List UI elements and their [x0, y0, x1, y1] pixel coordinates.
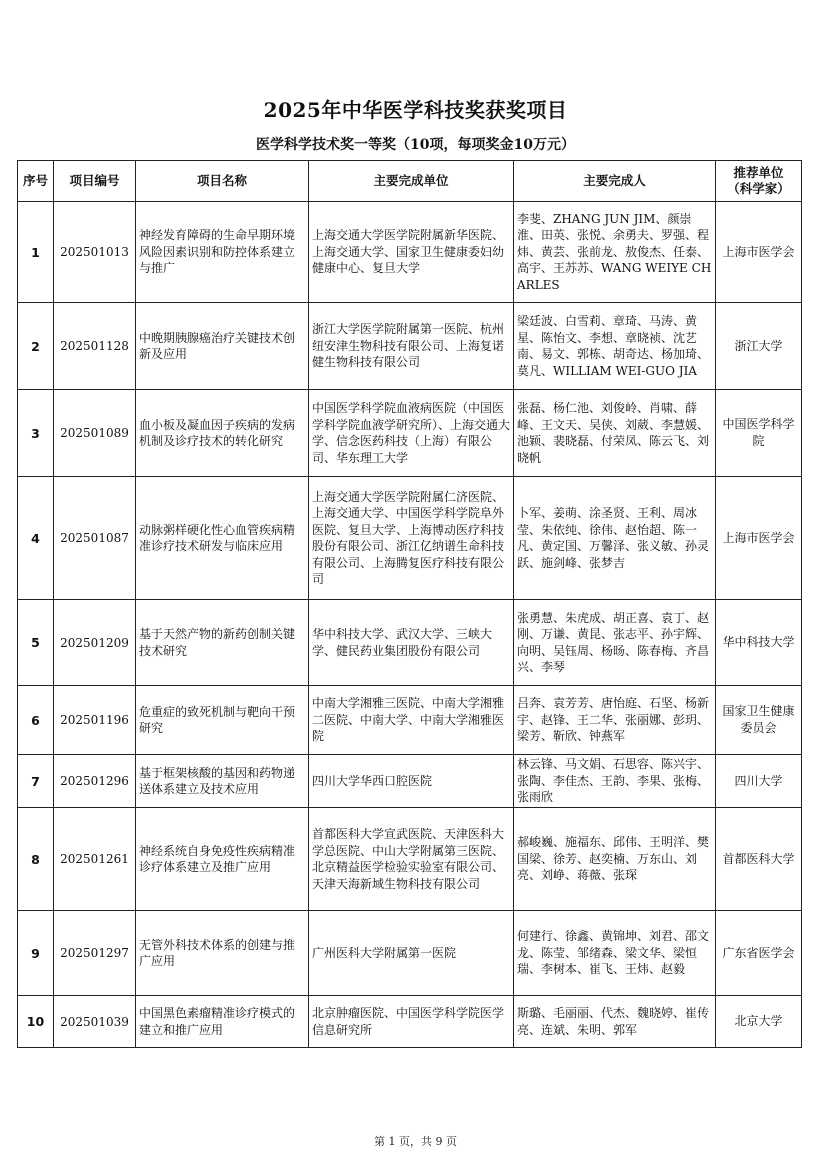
cell-code: 202501209 — [54, 600, 136, 686]
cell-code: 202501261 — [54, 808, 136, 911]
cell-recommender: 北京大学 — [716, 996, 802, 1048]
cell-name: 无管外科技术体系的创建与推广应用 — [136, 911, 309, 996]
cell-recommender: 上海市医学会 — [716, 477, 802, 600]
cell-persons: 林云锋、马文娟、石思容、陈兴宇、张陶、李佳杰、王韵、李果、张梅、张雨欣 — [514, 755, 716, 808]
table-row — [18, 911, 802, 996]
cell-seq: 4 — [18, 477, 54, 600]
cell-recommender: 首都医科大学 — [716, 808, 802, 911]
cell-seq: 7 — [18, 755, 54, 808]
cell-recommender: 中国医学科学院 — [716, 390, 802, 477]
cell-name: 动脉粥样硬化性心血管疾病精准诊疗技术研发与临床应用 — [136, 477, 309, 600]
cell-code: 202501296 — [54, 755, 136, 808]
cell-persons: 张磊、杨仁池、刘俊岭、肖啸、薛峰、王文天、吴侠、刘葳、李慧媛、池颖、裴晓磊、付荣凤、陈云飞、刘晓帆 — [514, 390, 716, 477]
cell-code: 202501039 — [54, 996, 136, 1048]
cell-units: 北京肿瘤医院、中国医学科学院医学信息研究所 — [309, 996, 514, 1048]
cell-code: 202501196 — [54, 686, 136, 755]
cell-units: 四川大学华西口腔医院 — [309, 755, 514, 808]
document-subtitle: 医学科学技术奖一等奖（10项，每项奖金10万元） — [256, 137, 575, 153]
cell-seq: 2 — [18, 303, 54, 390]
cell-name: 神经发育障碍的生命早期环境风险因素识别和防控体系建立与推广 — [136, 202, 309, 303]
cell-persons: 何建行、徐鑫、黄锦坤、刘君、邵文龙、陈莹、邹绪森、梁文华、梁恒瑞、李树本、崔飞、王炜、赵毅 — [514, 911, 716, 996]
cell-units: 首都医科大学宣武医院、天津医科大学总医院、中山大学附属第三医院、北京精益医学检验实验室有限公司、天津天海新域生物科技有限公司 — [309, 808, 514, 911]
cell-seq: 1 — [18, 202, 54, 303]
cell-name: 基于框架核酸的基因和药物递送体系建立及技术应用 — [136, 755, 309, 808]
table-row — [18, 303, 802, 390]
cell-seq: 6 — [18, 686, 54, 755]
cell-name: 神经系统自身免疫性疾病精准诊疗体系建立及推广应用 — [136, 808, 309, 911]
cell-code: 202501089 — [54, 390, 136, 477]
cell-name: 危重症的致死机制与靶向干预研究 — [136, 686, 309, 755]
cell-code: 202501013 — [54, 202, 136, 303]
header-code: 项目编号 — [54, 161, 136, 202]
cell-units: 中国医学科学院血液病医院（中国医学科学院血液学研究所）、上海交通大学、信念医药科技（上海）有限公司、华东理工大学 — [309, 390, 514, 477]
cell-recommender: 上海市医学会 — [716, 202, 802, 303]
document-title: 2025年中华医学科技奖获奖项目 — [263, 98, 568, 122]
header-units: 主要完成单位 — [309, 161, 514, 202]
cell-recommender: 国家卫生健康委员会 — [716, 686, 802, 755]
cell-units: 华中科技大学、武汉大学、三峡大学、健民药业集团股份有限公司 — [309, 600, 514, 686]
table-row — [18, 477, 802, 600]
table-row — [18, 202, 802, 303]
cell-seq: 9 — [18, 911, 54, 996]
cell-persons: 斯璐、毛丽丽、代杰、魏晓婷、崔传亮、连斌、朱明、郭军 — [514, 996, 716, 1048]
cell-seq: 10 — [18, 996, 54, 1048]
cell-name: 中国黑色素瘤精准诊疗模式的建立和推广应用 — [136, 996, 309, 1048]
table-row — [18, 686, 802, 755]
cell-persons: 吕奔、袁芳芳、唐怡庭、石坚、杨新宇、赵锋、王二华、张丽娜、彭玥、梁芳、靳欣、钟燕军 — [514, 686, 716, 755]
cell-persons: 郝峻巍、施福东、邱伟、王明洋、樊国梁、徐芳、赵奕楠、万东山、刘亮、刘峥、蒋薇、张琛 — [514, 808, 716, 911]
cell-code: 202501297 — [54, 911, 136, 996]
cell-units: 中南大学湘雅三医院、中南大学湘雅二医院、中南大学、中南大学湘雅医院 — [309, 686, 514, 755]
cell-units: 上海交通大学医学院附属新华医院、上海交通大学、国家卫生健康委妇幼健康中心、复旦大学 — [309, 202, 514, 303]
header-name: 项目名称 — [136, 161, 309, 202]
cell-persons: 张勇慧、朱虎成、胡正喜、袁丁、赵刚、万谦、黄昆、张志平、孙宇辉、向明、吴钰周、杨旸、陈春梅、齐昌兴、李琴 — [514, 600, 716, 686]
cell-seq: 8 — [18, 808, 54, 911]
table-row — [18, 808, 802, 911]
cell-units: 广州医科大学附属第一医院 — [309, 911, 514, 996]
header-recommender: 推荐单位 （科学家） — [716, 161, 802, 202]
table-row — [18, 996, 802, 1048]
table-row — [18, 600, 802, 686]
header-persons: 主要完成人 — [514, 161, 716, 202]
cell-units: 浙江大学医学院附属第一医院、杭州纽安津生物科技有限公司、上海复诺健生物科技有限公司 — [309, 303, 514, 390]
cell-recommender: 浙江大学 — [716, 303, 802, 390]
cell-recommender: 四川大学 — [716, 755, 802, 808]
page-footer: 第 1 页，共 9 页 — [374, 1135, 457, 1148]
cell-name: 中晚期胰腺癌治疗关键技术创新及应用 — [136, 303, 309, 390]
cell-units: 上海交通大学医学院附属仁济医院、上海交通大学、中国医学科学院阜外医院、复旦大学、上海博动医疗科技股份有限公司、浙江亿纳谱生命科技有限公司、上海腾复医疗科技有限公司 — [309, 477, 514, 600]
cell-recommender: 华中科技大学 — [716, 600, 802, 686]
cell-name: 血小板及凝血因子疾病的发病机制及诊疗技术的转化研究 — [136, 390, 309, 477]
cell-persons: 李斐、ZHANG JUN JIM、颜崇淮、田英、张悦、余勇夫、罗强、程炜、黄芸、张前龙、敖俊杰、任泰、高宇、王苏苏、WANG WEIYE CHARLES — [514, 202, 716, 303]
cell-code: 202501128 — [54, 303, 136, 390]
cell-recommender: 广东省医学会 — [716, 911, 802, 996]
cell-code: 202501087 — [54, 477, 136, 600]
cell-persons: 卜军、姜萌、涂圣贤、王利、周冰莹、朱依纯、徐伟、赵怡超、陈一凡、黄定国、万馨泽、张义敏、孙灵跃、施剑峰、张梦吉 — [514, 477, 716, 600]
table-row — [18, 390, 802, 477]
cell-persons: 梁廷波、白雪莉、章琦、马涛、黄星、陈怡文、李想、章晓祯、沈艺南、易文、郭栋、胡奇达、杨加琦、莫凡、WILLIAM WEI-GUO JIA — [514, 303, 716, 390]
cell-name: 基于天然产物的新药创制关键技术研究 — [136, 600, 309, 686]
header-seq: 序号 — [18, 161, 54, 202]
awards-table — [17, 160, 802, 1048]
table-header-row — [18, 161, 802, 202]
cell-seq: 5 — [18, 600, 54, 686]
table-row — [18, 755, 802, 808]
cell-seq: 3 — [18, 390, 54, 477]
